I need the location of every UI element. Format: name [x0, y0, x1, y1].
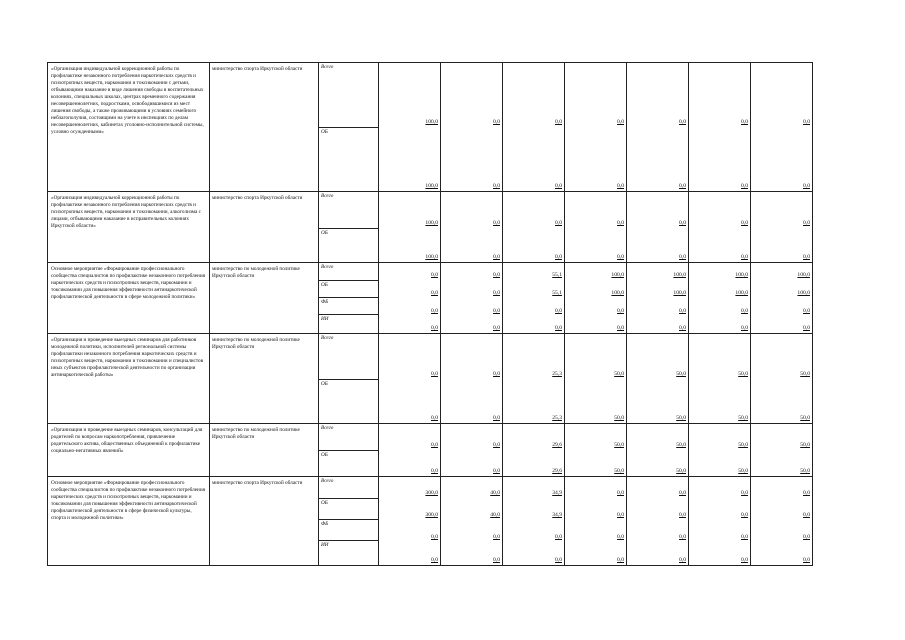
amount-value: 0,0: [493, 290, 500, 296]
amount-value: 29,6: [552, 442, 562, 448]
amount-value: 0,0: [617, 325, 624, 331]
year-amount-cell: [503, 63, 565, 192]
amount-value: 100,0: [797, 290, 810, 296]
amount-value: 34,9: [552, 512, 562, 518]
amount-value: 50,0: [614, 468, 624, 474]
amount-value: 0,0: [741, 490, 748, 496]
amount-value: 0,0: [803, 308, 810, 314]
amount-value: 0,0: [555, 308, 562, 314]
year-amount-cell: [379, 263, 441, 334]
year-amount-cell: [689, 477, 751, 566]
amount-value: 0,0: [555, 254, 562, 260]
year-amount-cell: [441, 263, 503, 334]
amount-value: 0,0: [431, 415, 438, 421]
amount-value: 0,0: [431, 325, 438, 331]
amount-value: 0,0: [493, 442, 500, 448]
funding-sources-cell: [319, 424, 379, 477]
amount-value: 0,0: [493, 308, 500, 314]
amount-value: 50,0: [676, 442, 686, 448]
year-amount-cell: [627, 263, 689, 334]
amount-value: 0,0: [803, 490, 810, 496]
amount-value: 0,0: [493, 119, 500, 125]
year-amount-cell: [565, 424, 627, 477]
activity-description: Основное мероприятие «Формирование профессионального сообщества специалистов по профилактике незаконного потребления наркотических средств и психотропных веществ, наркомании и токсикомании для повышения эффективности антинаркотической профилактической деятельности в сфере физической культуры, спорта и молодежной политики»: [48, 477, 210, 566]
amount-value: 0,0: [617, 119, 624, 125]
year-amount-cell: [441, 63, 503, 192]
amount-value: 55,1: [552, 290, 562, 296]
amount-value: 50,0: [676, 415, 686, 421]
amount-value: 0,0: [679, 325, 686, 331]
amount-value: 0,0: [741, 534, 748, 540]
funding-sources-cell: [319, 63, 379, 192]
table-row: [48, 263, 813, 334]
funding-sources-cell: [319, 192, 379, 263]
amount-value: 0,0: [617, 534, 624, 540]
amount-value: 25,3: [552, 371, 562, 377]
amount-value: 0,0: [431, 468, 438, 474]
year-amount-cell: [751, 263, 813, 334]
amount-value: 0,0: [617, 183, 624, 189]
amount-value: 0,0: [679, 308, 686, 314]
amount-value: 100,0: [797, 272, 810, 278]
amount-value: 0,0: [741, 119, 748, 125]
amount-value: 0,0: [803, 557, 810, 563]
amount-value: 100,0: [673, 272, 686, 278]
funding-source-label: Всего: [321, 425, 334, 431]
amount-value: 0,0: [617, 490, 624, 496]
amount-value: 50,0: [738, 415, 748, 421]
year-amount-cell: [565, 192, 627, 263]
amount-value: 0,0: [617, 220, 624, 226]
responsible-organization: министерство спорта Иркутской области: [210, 477, 319, 566]
amount-value: 0,0: [741, 308, 748, 314]
year-amount-cell: [689, 263, 751, 334]
amount-value: 0,0: [617, 308, 624, 314]
amount-value: 100,0: [425, 254, 438, 260]
amount-value: 0,0: [741, 254, 748, 260]
amount-value: 0,0: [741, 512, 748, 518]
amount-value: 50,0: [676, 371, 686, 377]
funding-source-label: Всего: [321, 478, 334, 484]
amount-value: 0,0: [679, 534, 686, 540]
amount-value: 50,0: [800, 415, 810, 421]
amount-value: 0,0: [555, 325, 562, 331]
funding-source-label: ФБ: [319, 297, 378, 314]
year-amount-cell: [751, 63, 813, 192]
table-row: [48, 334, 813, 424]
amount-value: 0,0: [431, 534, 438, 540]
amount-value: 0,0: [493, 254, 500, 260]
amount-value: 50,0: [676, 468, 686, 474]
amount-value: 0,0: [431, 290, 438, 296]
amount-value: 0,0: [431, 272, 438, 278]
year-amount-cell: [689, 334, 751, 424]
year-amount-cell: [441, 477, 503, 566]
amount-value: 0,0: [803, 325, 810, 331]
amount-value: 50,0: [800, 442, 810, 448]
amount-value: 29,6: [552, 468, 562, 474]
funding-source-label: ОБ: [319, 379, 378, 422]
year-amount-cell: [627, 334, 689, 424]
amount-value: 0,0: [803, 534, 810, 540]
amount-value: 100,0: [735, 272, 748, 278]
year-amount-cell: [379, 334, 441, 424]
funding-source-label: ОБ: [319, 280, 378, 297]
amount-value: 0,0: [493, 371, 500, 377]
amount-value: 0,0: [679, 183, 686, 189]
funding-source-label: ОБ: [319, 127, 378, 190]
year-amount-cell: [503, 477, 565, 566]
amount-value: 0,0: [493, 557, 500, 563]
amount-value: 0,0: [679, 557, 686, 563]
amount-value: 100,0: [425, 183, 438, 189]
year-amount-cell: [503, 263, 565, 334]
amount-value: 100,0: [735, 290, 748, 296]
amount-value: 0,0: [555, 183, 562, 189]
year-amount-cell: [689, 63, 751, 192]
responsible-organization: министерство по молодежной политике Иркутской области: [210, 334, 319, 424]
amount-value: 0,0: [431, 442, 438, 448]
amount-value: 0,0: [741, 183, 748, 189]
amount-value: 0,0: [741, 325, 748, 331]
table-row: [48, 477, 813, 566]
budget-table: [47, 62, 813, 566]
amount-value: 0,0: [741, 557, 748, 563]
activity-description: «Организация и проведение выездных семинаров для работников молодежной политики, исполнителей региональной системы профилактики незаконного потребления наркотических средств и психотропных веществ, наркомании и токсикомании и специалистов иных субъектов профилактической деятельности по организации антинаркотической работы»: [48, 334, 210, 424]
amount-value: 55,1: [552, 272, 562, 278]
year-amount-cell: [565, 334, 627, 424]
year-amount-cell: [379, 477, 441, 566]
funding-sources-cell: [319, 263, 379, 334]
year-amount-cell: [441, 424, 503, 477]
activity-description: Основное мероприятие «Формирование профессионального сообщества специалистов по профилактике незаконного потребления наркотических средств и психотропных веществ, наркомании и токсикомании для повышения эффективности антинаркотической профилактической деятельности в сфере молодежной политики»: [48, 263, 210, 334]
year-amount-cell: [627, 63, 689, 192]
amount-value: 0,0: [741, 220, 748, 226]
year-amount-cell: [379, 424, 441, 477]
responsible-organization: министерство по молодежной политике Иркутской области: [210, 424, 319, 477]
year-amount-cell: [565, 477, 627, 566]
year-amount-cell: [503, 334, 565, 424]
amount-value: 50,0: [800, 468, 810, 474]
amount-value: 100,0: [425, 220, 438, 226]
amount-value: 0,0: [431, 308, 438, 314]
amount-value: 50,0: [614, 442, 624, 448]
year-amount-cell: [503, 424, 565, 477]
responsible-organization: министерство по молодежной политике Иркутской области: [210, 263, 319, 334]
amount-value: 0,0: [555, 534, 562, 540]
amount-value: 0,0: [679, 220, 686, 226]
amount-value: 0,0: [493, 272, 500, 278]
year-amount-cell: [751, 334, 813, 424]
amount-value: 25,3: [552, 415, 562, 421]
amount-value: 300,0: [425, 512, 438, 518]
amount-value: 0,0: [555, 557, 562, 563]
amount-value: 0,0: [617, 557, 624, 563]
amount-value: 100,0: [611, 290, 624, 296]
funding-source-label: Всего: [321, 264, 334, 270]
amount-value: 0,0: [679, 490, 686, 496]
amount-value: 50,0: [738, 371, 748, 377]
amount-value: 0,0: [493, 325, 500, 331]
amount-value: 50,0: [738, 468, 748, 474]
amount-value: 300,0: [425, 490, 438, 496]
funding-source-label: Всего: [321, 335, 334, 341]
amount-value: 0,0: [679, 254, 686, 260]
year-amount-cell: [751, 192, 813, 263]
year-amount-cell: [627, 477, 689, 566]
amount-value: 0,0: [803, 254, 810, 260]
table-row: [48, 192, 813, 263]
activity-description: «Организация индивидуальной коррекционной работы по профилактике незаконного потребления наркотических средств и психотропных веществ, наркомании и токсикомании с детьми, отбывающими наказание в виде лишения свободы в воспитательных колониях, специальных школах, центрах временного содержания несовершеннолетних, подростками, освободившимися из мест лишения свободы, а также проживающими в условиях семейного неблагополучия, состоящими на учете в инспекциях по делам несовершеннолетних, кабинетах уголовно-исполнительной системы, условно осужденными»: [48, 63, 210, 192]
responsible-organization: министерство спорта Иркутской области: [210, 192, 319, 263]
year-amount-cell: [565, 63, 627, 192]
amount-value: 50,0: [800, 371, 810, 377]
year-amount-cell: [503, 192, 565, 263]
year-amount-cell: [565, 263, 627, 334]
amount-value: 0,0: [803, 512, 810, 518]
activity-description: «Организация и проведение выездных семинаров, консультаций для родителей по вопросам наркопотребления, привлечение родительского актива, общественных объединений к профилактике социально-негативных явлений»: [48, 424, 210, 477]
year-amount-cell: [751, 424, 813, 477]
year-amount-cell: [689, 424, 751, 477]
amount-value: 0,0: [679, 119, 686, 125]
amount-value: 100,0: [611, 272, 624, 278]
table-row: [48, 424, 813, 477]
amount-value: 100,0: [673, 290, 686, 296]
funding-source-label: ФБ: [319, 519, 378, 540]
year-amount-cell: [627, 192, 689, 263]
amount-value: 40,0: [490, 512, 500, 518]
amount-value: 0,0: [493, 415, 500, 421]
amount-value: 0,0: [555, 119, 562, 125]
amount-value: 100,0: [425, 119, 438, 125]
funding-source-label: ОБ: [319, 228, 378, 261]
amount-value: 50,0: [738, 442, 748, 448]
funding-sources-cell: [319, 334, 379, 424]
funding-source-label: Всего: [321, 193, 334, 199]
year-amount-cell: [627, 424, 689, 477]
amount-value: 0,0: [493, 220, 500, 226]
responsible-organization: министерство спорта Иркутской области: [210, 63, 319, 192]
amount-value: 0,0: [679, 512, 686, 518]
year-amount-cell: [379, 63, 441, 192]
amount-value: 0,0: [803, 220, 810, 226]
year-amount-cell: [441, 334, 503, 424]
year-amount-cell: [441, 192, 503, 263]
amount-value: 0,0: [617, 254, 624, 260]
funding-source-label: Всего: [321, 64, 334, 70]
amount-value: 34,9: [552, 490, 562, 496]
table-row: [48, 63, 813, 192]
activity-description: «Организация индивидуальной коррекционной работы по профилактике незаконного потребления наркотических средств и психотропных веществ, наркомании и токсикомании, алкоголизма с лицами, отбывающими наказание в исправительных колониях Иркутской области»: [48, 192, 210, 263]
amount-value: 0,0: [803, 119, 810, 125]
funding-source-label: ОБ: [319, 450, 378, 475]
funding-sources-cell: [319, 477, 379, 566]
amount-value: 0,0: [555, 220, 562, 226]
amount-value: 50,0: [614, 371, 624, 377]
year-amount-cell: [689, 192, 751, 263]
amount-value: 0,0: [431, 557, 438, 563]
amount-value: 0,0: [493, 534, 500, 540]
funding-source-label: ОБ: [319, 498, 378, 519]
amount-value: 0,0: [617, 512, 624, 518]
year-amount-cell: [751, 477, 813, 566]
amount-value: 50,0: [614, 415, 624, 421]
amount-value: 0,0: [803, 183, 810, 189]
amount-value: 0,0: [493, 468, 500, 474]
amount-value: 40,0: [490, 490, 500, 496]
funding-source-label: ИИ: [319, 314, 378, 330]
amount-value: 0,0: [431, 371, 438, 377]
amount-value: 0,0: [493, 183, 500, 189]
year-amount-cell: [379, 192, 441, 263]
funding-source-label: ИИ: [319, 540, 378, 562]
